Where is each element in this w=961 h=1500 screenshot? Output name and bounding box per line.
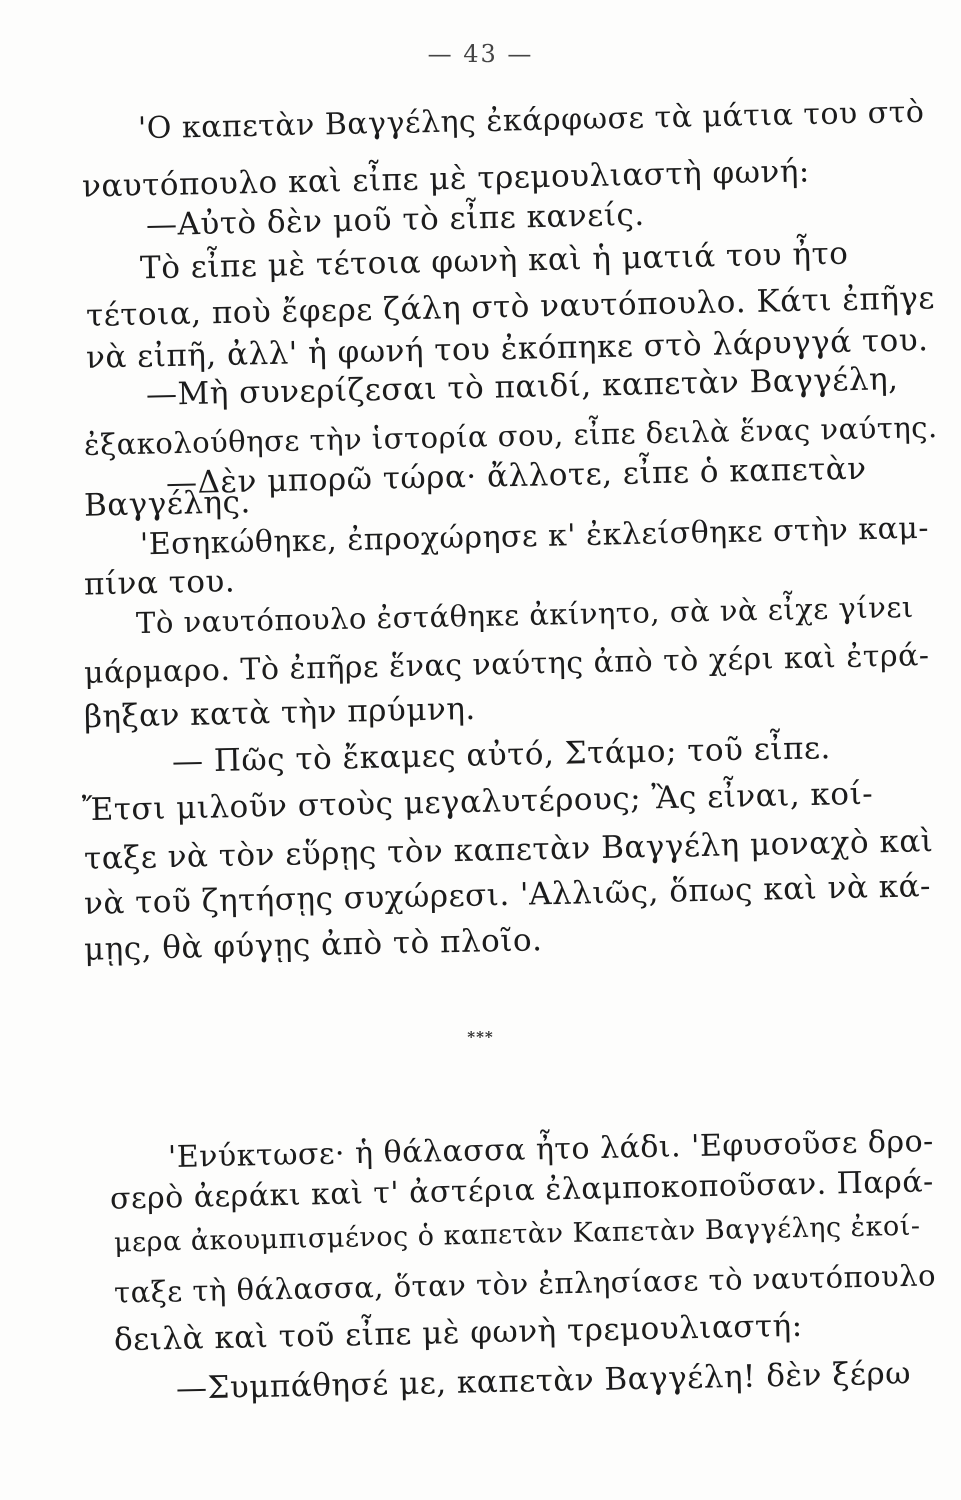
text-line: δειλὰ καὶ τοῦ εἶπε μὲ φωνὴ τρεμουλιαστή:	[113, 1307, 803, 1359]
text-line: 'Εσηκώθηκε, ἐπροχώρησε κ' ἐκλείσθηκε στὴν καμ-	[139, 510, 930, 563]
text-line: ἐξακολούθησε τὴν ἱστορία σου, εἶπε δειλὰ ἕνας ναύτης.	[83, 410, 938, 462]
text-line: Βαγγέλης.	[83, 484, 252, 524]
text-line: 'Ο καπετὰν Βαγγέλης ἐκάρφωσε τὰ μάτια του στὸ	[137, 94, 925, 147]
text-line: πίνα του.	[83, 563, 236, 603]
text-line: Ἔτσι μιλοῦν στοὺς μεγαλυτέρους; Ἂς εἶναι, κοί-	[81, 775, 874, 829]
text-line: νὰ τοῦ ζητήσῃς συχώρεσι. 'Αλλιῶς, ὅπως καὶ νὰ κά-	[83, 868, 932, 922]
text-line: ταξε νὰ τὸν εὕρῃς τὸν καπετὰν Βαγγέλη μοναχὸ καὶ	[83, 823, 934, 877]
section-separator: ***	[467, 1028, 494, 1046]
text-line: ταξε τὴ θάλασσα, ὅταν τὸν ἐπλησίασε τὸ ναυτόπουλο	[113, 1258, 937, 1310]
text-line: —Μὴ συνερίζεσαι τὸ παιδί, καπετὰν Βαγγέλη,	[145, 361, 899, 413]
text-line: —Αὐτὸ δὲν μοῦ τὸ εἶπε κανείς.	[145, 196, 645, 244]
page-number: — 43 —	[427, 40, 534, 68]
text-line: 'Ενύκτωσε· ἡ θάλασσα ἦτο λάδι. 'Εφυσοῦσε δρο-	[167, 1123, 935, 1176]
text-line: —Δὲν μπορῶ τώρα· ἄλλοτε, εἶπε ὁ καπετὰν	[165, 450, 867, 502]
text-line: ναυτόπουλο καὶ εἶπε μὲ τρεμουλιαστὴ φωνή:	[81, 153, 811, 205]
text-line: Τὸ εἶπε μὲ τέτοια φωνὴ καὶ ἡ ματιά του ἦτο	[139, 235, 849, 287]
text-line: τέτοια, ποὺ ἔφερε ζάλη στὸ ναυτόπουλο. Κάτι ἐπῆγε	[85, 280, 936, 334]
text-line: — Πῶς τὸ ἔκαμες αὐτό, Στάμο; τοῦ εἶπε.	[171, 730, 832, 780]
text-line: βηξαν κατὰ τὴν πρύμνη.	[83, 690, 477, 736]
text-line: μάρμαρο. Τὸ ἐπῆρε ἕνας ναύτης ἀπὸ τὸ χέρι καὶ ἐτρά-	[83, 638, 930, 691]
text-line: —Συμπάθησέ με, καπετὰν Βαγγέλη! δὲν ξέρω	[175, 1355, 912, 1407]
text-line: μερα ἀκουμπισμένος ὁ καπετὰν Καπετὰν Βαγγέλης ἐκοί-	[113, 1210, 921, 1259]
text-line: Τὸ ναυτόπουλο ἐστάθηκε ἀκίνητο, σὰ νὰ εἶχε γίνει	[135, 589, 915, 641]
text-line: μῃς, θὰ φύγῃς ἀπὸ τὸ πλοῖο.	[83, 922, 543, 968]
text-line: σερὸ ἀεράκι καὶ τ' ἀστέρια ἐλαμποκοποῦσαν. Παρά-	[109, 1164, 935, 1217]
text-line: νὰ εἰπῆ, ἀλλ' ἡ φωνή του ἐκόπηκε στὸ λάρυγγά του.	[85, 322, 929, 376]
